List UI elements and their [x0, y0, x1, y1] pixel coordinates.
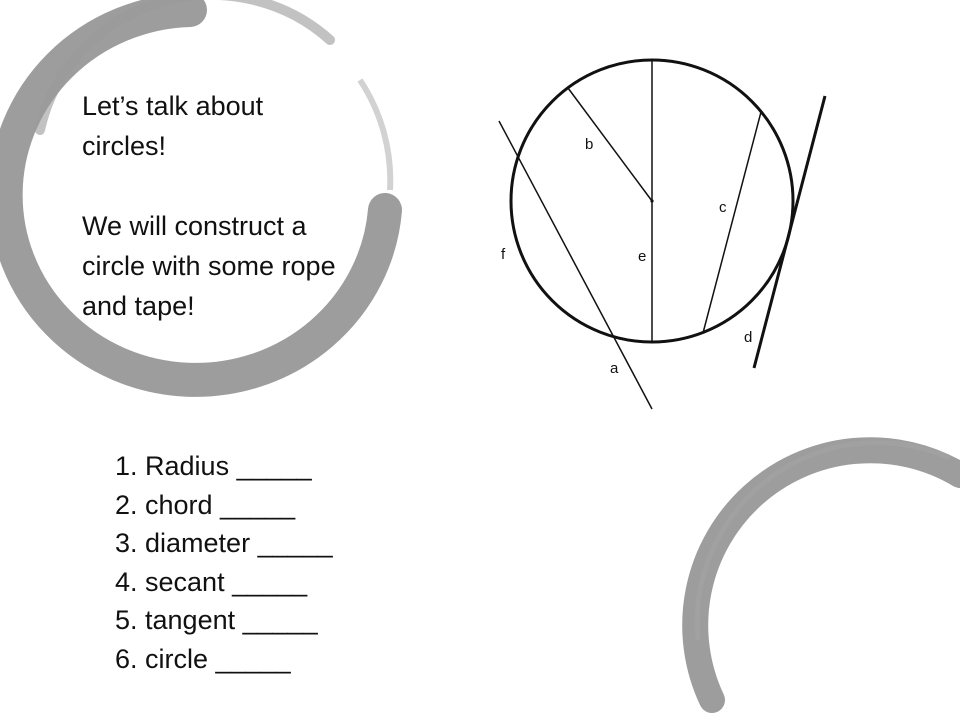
label-b: b: [585, 136, 594, 153]
label-a: a: [610, 360, 619, 377]
label-e: e: [638, 248, 647, 265]
label-f: f: [501, 246, 506, 263]
term-secant: 4. secant _____: [115, 566, 308, 597]
label-d: d: [744, 329, 753, 346]
radius-line-b: [568, 88, 652, 201]
term-chord: 2. chord _____: [115, 489, 296, 520]
intro-line-1: Let’s talk about circles!: [82, 91, 264, 161]
secant-line-a: [499, 121, 652, 409]
term-circle: 6. circle _____: [115, 643, 291, 674]
label-c: c: [719, 199, 727, 216]
term-diameter: 3. diameter _____: [115, 528, 333, 558]
tangent-line-d: [754, 96, 825, 368]
intro-line-2: We will construct a circle with some rope and tape!: [82, 211, 336, 321]
term-tangent: 5. tangent _____: [115, 605, 318, 635]
term-radius: 1. Radius _____: [115, 451, 312, 481]
vocabulary-list: [115, 447, 333, 678]
